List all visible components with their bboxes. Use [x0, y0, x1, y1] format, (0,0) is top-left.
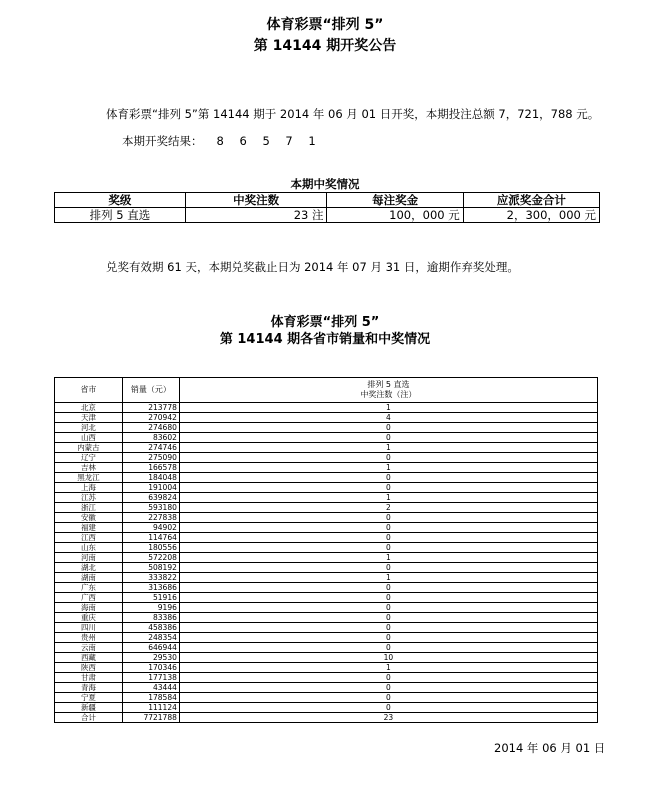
cell-sales: 458386	[122, 623, 179, 633]
cell-province: 云南	[55, 643, 123, 653]
cell-province: 山西	[55, 433, 123, 443]
prize-table-header	[55, 193, 600, 208]
cell-sales: 166578	[122, 463, 179, 473]
cell-province: 湖北	[55, 563, 123, 573]
cell-winners: 0	[179, 453, 597, 463]
cell-province: 河南	[55, 553, 123, 563]
table-row	[55, 623, 598, 633]
table-row	[55, 593, 598, 603]
table-row	[55, 543, 598, 553]
cell-province: 山东	[55, 543, 123, 553]
table-row	[55, 413, 598, 423]
table-row	[55, 463, 598, 473]
cell-winners: 0	[179, 593, 597, 603]
cell-winners: 0	[179, 693, 597, 703]
province-section-title: 体育彩票“排列 5”	[270, 315, 380, 330]
cell-winners: 0	[179, 583, 597, 593]
page-title: 体育彩票“排列 5”	[266, 17, 384, 33]
table-row	[55, 633, 598, 643]
cell-province: 新疆	[55, 703, 123, 713]
header-winners-line2: 中奖注数（注）	[360, 390, 417, 399]
province-table	[54, 377, 598, 723]
cell-winners: 0	[179, 513, 597, 523]
draw-result	[122, 133, 322, 149]
cell-province: 天津	[55, 413, 123, 423]
cell-province: 西藏	[55, 653, 123, 663]
cell-province: 广西	[55, 593, 123, 603]
cell-sales: 7721788	[122, 713, 179, 723]
cell-sales: 83386	[122, 613, 179, 623]
validity-notice: 兑奖有效期 61 天，本期兑奖截止日为 2014 年 07 月 31 日，逾期作弃奖处理。	[106, 260, 519, 274]
cell-winners: 0	[179, 603, 597, 613]
cell-winners: 1	[179, 403, 597, 413]
cell-province: 青海	[55, 683, 123, 693]
table-row	[55, 533, 598, 543]
header-total: 应派奖金合计	[463, 193, 599, 208]
cell-sales: 270942	[122, 413, 179, 423]
cell-sales: 170346	[122, 663, 179, 673]
prize-total: 2，300，000 元	[463, 208, 599, 223]
cell-sales: 227838	[122, 513, 179, 523]
table-row	[55, 713, 598, 723]
cell-sales: 508192	[122, 563, 179, 573]
cell-winners: 0	[179, 643, 597, 653]
cell-winners: 4	[179, 413, 597, 423]
header-count: 中奖注数	[185, 193, 327, 208]
cell-sales: 274680	[122, 423, 179, 433]
table-row	[55, 703, 598, 713]
cell-winners: 0	[179, 633, 597, 643]
table-row	[55, 663, 598, 673]
cell-winners: 1	[179, 493, 597, 503]
cell-sales: 94902	[122, 523, 179, 533]
cell-sales: 213778	[122, 403, 179, 413]
cell-winners: 0	[179, 433, 597, 443]
table-row	[55, 583, 598, 593]
cell-sales: 248354	[122, 633, 179, 643]
cell-province: 陕西	[55, 663, 123, 673]
cell-province: 北京	[55, 403, 123, 413]
cell-sales: 572208	[122, 553, 179, 563]
table-row	[55, 513, 598, 523]
prize-level: 排列 5 直选	[55, 208, 186, 223]
page-subtitle: 第 14144 期开奖公告	[253, 38, 397, 54]
table-row	[55, 523, 598, 533]
cell-sales: 191004	[122, 483, 179, 493]
cell-sales: 9196	[122, 603, 179, 613]
cell-winners: 10	[179, 653, 597, 663]
cell-sales: 274746	[122, 443, 179, 453]
cell-winners: 0	[179, 533, 597, 543]
cell-sales: 43444	[122, 683, 179, 693]
header-province: 省市	[55, 378, 123, 403]
cell-province: 安徽	[55, 513, 123, 523]
cell-sales: 180556	[122, 543, 179, 553]
cell-winners: 0	[179, 673, 597, 683]
cell-province: 海南	[55, 603, 123, 613]
cell-sales: 639824	[122, 493, 179, 503]
header-winners	[179, 378, 597, 403]
cell-winners: 0	[179, 543, 597, 553]
cell-province: 福建	[55, 523, 123, 533]
table-row	[55, 433, 598, 443]
cell-winners: 0	[179, 523, 597, 533]
table-row	[55, 423, 598, 433]
cell-sales: 111124	[122, 703, 179, 713]
cell-sales: 333822	[122, 573, 179, 583]
prize-table-caption: 本期中奖情况	[290, 177, 360, 191]
draw-result-label: 本期开奖结果：	[122, 134, 203, 148]
cell-province: 重庆	[55, 613, 123, 623]
cell-winners: 0	[179, 423, 597, 433]
cell-province: 广东	[55, 583, 123, 593]
cell-sales: 184048	[122, 473, 179, 483]
draw-result-numbers: 8 6 5 7 1	[216, 134, 322, 148]
table-row	[55, 503, 598, 513]
cell-sales: 83602	[122, 433, 179, 443]
cell-winners: 1	[179, 663, 597, 673]
cell-winners: 0	[179, 613, 597, 623]
cell-province: 河北	[55, 423, 123, 433]
table-row	[55, 453, 598, 463]
table-row	[55, 603, 598, 613]
cell-sales: 593180	[122, 503, 179, 513]
announcement-text: 体育彩票“排列 5”第 14144 期于 2014 年 06 月 01 日开奖，本期投注总额 7，721，788 元。	[106, 107, 600, 121]
prize-per-bet: 100，000 元	[327, 208, 463, 223]
cell-province: 合计	[55, 713, 123, 723]
prize-count: 23 注	[185, 208, 327, 223]
header-level: 奖级	[55, 193, 186, 208]
cell-province: 湖南	[55, 573, 123, 583]
province-section-subtitle: 第 14144 期各省市销量和中奖情况	[219, 332, 431, 347]
table-row	[55, 573, 598, 583]
cell-winners: 23	[179, 713, 597, 723]
cell-winners: 1	[179, 463, 597, 473]
cell-province: 江西	[55, 533, 123, 543]
table-row	[55, 443, 598, 453]
province-table-body	[55, 403, 598, 723]
cell-province: 辽宁	[55, 453, 123, 463]
cell-sales: 177138	[122, 673, 179, 683]
cell-province: 甘肃	[55, 673, 123, 683]
table-row	[55, 673, 598, 683]
cell-province: 浙江	[55, 503, 123, 513]
footer-date: 2014 年 06 月 01 日	[494, 741, 606, 755]
table-row	[55, 683, 598, 693]
table-row	[55, 563, 598, 573]
cell-winners: 0	[179, 623, 597, 633]
cell-winners: 1	[179, 553, 597, 563]
table-row	[55, 473, 598, 483]
table-row	[55, 493, 598, 503]
cell-province: 黑龙江	[55, 473, 123, 483]
cell-sales: 114764	[122, 533, 179, 543]
header-per-bet: 每注奖金	[327, 193, 463, 208]
table-row	[55, 613, 598, 623]
cell-winners: 0	[179, 563, 597, 573]
cell-sales: 275090	[122, 453, 179, 463]
cell-province: 四川	[55, 623, 123, 633]
prize-table	[54, 192, 600, 223]
province-table-header	[55, 378, 598, 403]
table-row	[55, 553, 598, 563]
table-row	[55, 693, 598, 703]
cell-winners: 1	[179, 443, 597, 453]
cell-province: 贵州	[55, 633, 123, 643]
cell-province: 江苏	[55, 493, 123, 503]
table-row	[55, 403, 598, 413]
cell-province: 宁夏	[55, 693, 123, 703]
table-row	[55, 643, 598, 653]
header-sales: 销量（元）	[122, 378, 179, 403]
cell-winners: 1	[179, 573, 597, 583]
cell-winners: 0	[179, 703, 597, 713]
cell-sales: 646944	[122, 643, 179, 653]
cell-winners: 0	[179, 683, 597, 693]
cell-sales: 51916	[122, 593, 179, 603]
cell-winners: 2	[179, 503, 597, 513]
cell-province: 吉林	[55, 463, 123, 473]
header-winners-line1: 排列 5 直选	[367, 380, 410, 389]
cell-winners: 0	[179, 483, 597, 493]
cell-sales: 313686	[122, 583, 179, 593]
cell-sales: 29530	[122, 653, 179, 663]
cell-winners: 0	[179, 473, 597, 483]
cell-province: 上海	[55, 483, 123, 493]
table-row	[55, 653, 598, 663]
cell-province: 内蒙古	[55, 443, 123, 453]
cell-sales: 178584	[122, 693, 179, 703]
prize-table-row	[55, 208, 600, 223]
table-row	[55, 483, 598, 493]
